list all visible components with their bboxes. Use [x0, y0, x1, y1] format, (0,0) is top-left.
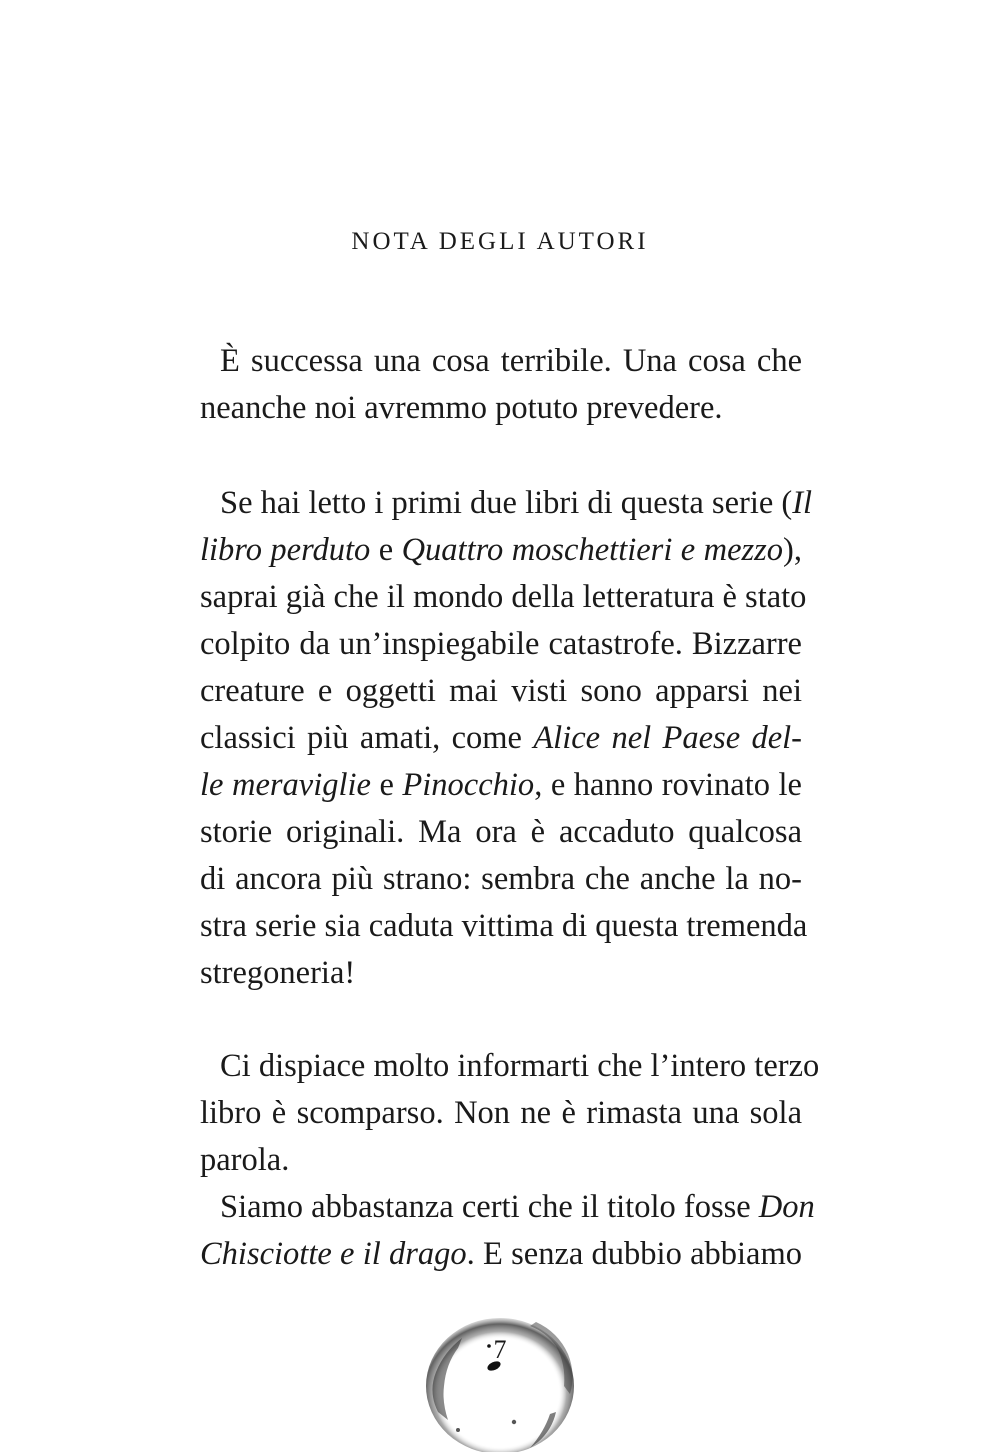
text-line: stregoneria! — [200, 955, 356, 991]
text-line: classici più amati, come — [200, 720, 534, 756]
text-line: e — [370, 532, 402, 568]
text-line: . E senza dubbio abbiamo — [466, 1236, 802, 1272]
ink-dot — [512, 1420, 516, 1424]
paragraph-4 — [200, 1184, 815, 1278]
book-title: libro perduto — [200, 532, 371, 568]
text-line: Siamo abbastanza certi che il titolo fosse — [220, 1189, 759, 1225]
paragraph-1 — [200, 338, 802, 432]
text-line: ), — [783, 532, 802, 568]
text-line: È successa una cosa terribile. Una cosa che — [220, 343, 802, 379]
text-line: stra serie sia caduta vittima di questa tremenda — [200, 908, 808, 944]
book-title: Pinocchio — [402, 767, 535, 803]
text-line: colpito da un’inspiegabile catastrofe. Bizzarre — [200, 626, 802, 662]
text-line: , e hanno rovinato le — [534, 767, 802, 803]
book-title: le meraviglie — [200, 767, 371, 803]
text-line: neanche noi avremmo potuto prevedere. — [200, 390, 723, 426]
text-line: libro è scomparso. Non ne è rimasta una sola — [200, 1095, 802, 1131]
page-number: 7 — [493, 1335, 507, 1364]
book-title: Don — [758, 1189, 815, 1225]
text-line: creature e oggetti mai visti sono apparsi nei — [200, 673, 802, 709]
ink-dot — [456, 1428, 460, 1432]
paragraph-3 — [200, 1043, 820, 1184]
text-line: Se hai letto i primi due libri di questa serie ( — [220, 485, 793, 521]
ink-stain-decoration — [418, 1302, 582, 1452]
book-title: Chisciotte e il drago — [200, 1236, 467, 1272]
book-title: Il — [792, 485, 813, 521]
paragraph-2 — [200, 480, 813, 997]
text-line: e — [370, 767, 403, 803]
text-line: parola. — [200, 1142, 290, 1178]
page-title: NOTA DEGLI AUTORI — [351, 228, 649, 255]
text-line: Ci dispiace molto informarti che l’intero terzo — [220, 1048, 820, 1084]
book-title: Quattro moschettieri e mezzo — [401, 532, 784, 568]
text-line: saprai già che il mondo della letteratura è stato — [200, 579, 807, 615]
text-line: di ancora più strano: sembra che anche la no- — [200, 861, 802, 897]
text-line: storie originali. Ma ora è accaduto qualcosa — [200, 814, 802, 850]
book-title: Alice nel Paese del- — [533, 720, 802, 756]
